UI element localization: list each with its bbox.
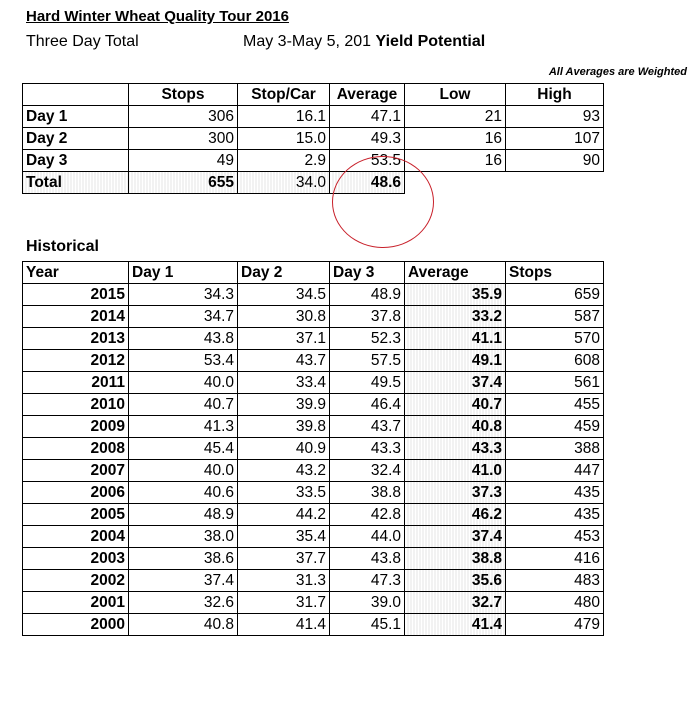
summary-header-cell: Stop/Car: [238, 84, 330, 106]
day2-cell: 31.7: [238, 592, 330, 614]
day1-cell: 40.6: [129, 482, 238, 504]
average-cell: 41.4: [405, 614, 506, 636]
historical-row: [23, 372, 604, 394]
day1-cell: 40.7: [129, 394, 238, 416]
average-cell: 38.8: [405, 548, 506, 570]
historical-row: [23, 328, 604, 350]
day3-cell: 52.3: [330, 328, 405, 350]
day2-cell: 43.7: [238, 350, 330, 372]
summary-header-cell: Stops: [129, 84, 238, 106]
historical-row: [23, 350, 604, 372]
day3-cell: 43.3: [330, 438, 405, 460]
day1-cell: 38.6: [129, 548, 238, 570]
page-title: Hard Winter Wheat Quality Tour 2016: [26, 8, 289, 25]
historical-row: [23, 504, 604, 526]
row-label: Day 3: [23, 150, 129, 172]
summary-header-cell: High: [506, 84, 604, 106]
stops-cell: 587: [506, 306, 604, 328]
historical-header-cell: Day 3: [330, 262, 405, 284]
summary-header-cell: [23, 84, 129, 106]
average-cell: 37.4: [405, 372, 506, 394]
day2-cell: 43.2: [238, 460, 330, 482]
stops-cell: 459: [506, 416, 604, 438]
stops-cell: 300: [129, 128, 238, 150]
total-stop-car: 34.0: [238, 172, 330, 194]
average-cell: 49.3: [330, 128, 405, 150]
year-cell: 2007: [23, 460, 129, 482]
row-label: Day 2: [23, 128, 129, 150]
average-cell: 35.9: [405, 284, 506, 306]
day2-cell: 39.9: [238, 394, 330, 416]
day1-cell: 45.4: [129, 438, 238, 460]
day3-cell: 37.8: [330, 306, 405, 328]
historical-row: [23, 482, 604, 504]
low-cell: 16: [405, 128, 506, 150]
day3-cell: 39.0: [330, 592, 405, 614]
year-cell: 2003: [23, 548, 129, 570]
high-cell: 107: [506, 128, 604, 150]
average-cell: 33.2: [405, 306, 506, 328]
average-cell: 40.8: [405, 416, 506, 438]
average-cell: 40.7: [405, 394, 506, 416]
day2-cell: 30.8: [238, 306, 330, 328]
summary-table: [22, 83, 604, 194]
year-cell: 2013: [23, 328, 129, 350]
year-cell: 2008: [23, 438, 129, 460]
stops-cell: 561: [506, 372, 604, 394]
historical-row: [23, 284, 604, 306]
average-cell: 46.2: [405, 504, 506, 526]
year-cell: 2009: [23, 416, 129, 438]
year-cell: 2005: [23, 504, 129, 526]
day1-cell: 53.4: [129, 350, 238, 372]
historical-title: Historical: [26, 238, 99, 255]
subtitle-dates-line: [243, 33, 485, 51]
year-cell: 2001: [23, 592, 129, 614]
historical-table: [22, 261, 604, 636]
year-cell: 2006: [23, 482, 129, 504]
average-cell: 35.6: [405, 570, 506, 592]
historical-row: [23, 570, 604, 592]
average-cell: 43.3: [405, 438, 506, 460]
year-cell: 2010: [23, 394, 129, 416]
summary-row: [23, 150, 604, 172]
historical-row: [23, 394, 604, 416]
average-cell: 47.1: [330, 106, 405, 128]
summary-header-cell: Average: [330, 84, 405, 106]
day3-cell: 43.8: [330, 548, 405, 570]
subtitle-yield-potential: Yield Potential: [375, 33, 486, 50]
average-cell: 37.4: [405, 526, 506, 548]
highlight-circle: [332, 156, 434, 248]
day1-cell: 38.0: [129, 526, 238, 548]
year-cell: 2012: [23, 350, 129, 372]
day3-cell: 44.0: [330, 526, 405, 548]
historical-header-cell: Day 1: [129, 262, 238, 284]
total-stops: 655: [129, 172, 238, 194]
subtitle-three-day-total: Three Day Total: [26, 33, 139, 50]
day2-cell: 34.5: [238, 284, 330, 306]
blank-cell: [506, 172, 604, 194]
total-average: 48.6: [330, 172, 405, 194]
stops-cell: 416: [506, 548, 604, 570]
stops-cell: 435: [506, 482, 604, 504]
day2-cell: 39.8: [238, 416, 330, 438]
historical-row: [23, 548, 604, 570]
day3-cell: 47.3: [330, 570, 405, 592]
historical-header-row: [23, 262, 604, 284]
day3-cell: 49.5: [330, 372, 405, 394]
day1-cell: 40.0: [129, 372, 238, 394]
stops-cell: 306: [129, 106, 238, 128]
stops-cell: 447: [506, 460, 604, 482]
high-cell: 93: [506, 106, 604, 128]
historical-row: [23, 526, 604, 548]
stop-car-cell: 2.9: [238, 150, 330, 172]
day3-cell: 43.7: [330, 416, 405, 438]
day2-cell: 33.5: [238, 482, 330, 504]
day3-cell: 42.8: [330, 504, 405, 526]
day2-cell: 37.1: [238, 328, 330, 350]
day3-cell: 57.5: [330, 350, 405, 372]
day2-cell: 44.2: [238, 504, 330, 526]
day2-cell: 35.4: [238, 526, 330, 548]
low-cell: 21: [405, 106, 506, 128]
average-cell: 53.5: [330, 150, 405, 172]
weighted-note: All Averages are Weighted: [548, 66, 687, 78]
day2-cell: 33.4: [238, 372, 330, 394]
day1-cell: 40.8: [129, 614, 238, 636]
day1-cell: 48.9: [129, 504, 238, 526]
day3-cell: 38.8: [330, 482, 405, 504]
day3-cell: 46.4: [330, 394, 405, 416]
historical-header-cell: Stops: [506, 262, 604, 284]
day1-cell: 32.6: [129, 592, 238, 614]
stops-cell: 483: [506, 570, 604, 592]
year-cell: 2015: [23, 284, 129, 306]
row-label: Day 1: [23, 106, 129, 128]
low-cell: 16: [405, 150, 506, 172]
year-cell: 2011: [23, 372, 129, 394]
day1-cell: 43.8: [129, 328, 238, 350]
historical-header-cell: Year: [23, 262, 129, 284]
historical-row: [23, 416, 604, 438]
average-cell: 49.1: [405, 350, 506, 372]
stops-cell: 388: [506, 438, 604, 460]
summary-header-row: [23, 84, 604, 106]
historical-row: [23, 306, 604, 328]
day2-cell: 37.7: [238, 548, 330, 570]
subtitle-dates: May 3-May 5, 201: [243, 33, 372, 50]
day1-cell: 40.0: [129, 460, 238, 482]
stops-cell: 570: [506, 328, 604, 350]
year-cell: 2000: [23, 614, 129, 636]
day1-cell: 41.3: [129, 416, 238, 438]
average-cell: 32.7: [405, 592, 506, 614]
day1-cell: 37.4: [129, 570, 238, 592]
day3-cell: 48.9: [330, 284, 405, 306]
day2-cell: 40.9: [238, 438, 330, 460]
historical-row: [23, 438, 604, 460]
summary-total-row: [23, 172, 604, 194]
year-cell: 2014: [23, 306, 129, 328]
summary-row: [23, 128, 604, 150]
stop-car-cell: 15.0: [238, 128, 330, 150]
historical-header-cell: Average: [405, 262, 506, 284]
high-cell: 90: [506, 150, 604, 172]
stops-cell: 479: [506, 614, 604, 636]
historical-row: [23, 592, 604, 614]
average-cell: 41.1: [405, 328, 506, 350]
stops-cell: 608: [506, 350, 604, 372]
stops-cell: 659: [506, 284, 604, 306]
day3-cell: 45.1: [330, 614, 405, 636]
total-label: Total: [23, 172, 129, 194]
day1-cell: 34.7: [129, 306, 238, 328]
historical-row: [23, 460, 604, 482]
stops-cell: 435: [506, 504, 604, 526]
stops-cell: 453: [506, 526, 604, 548]
average-cell: 41.0: [405, 460, 506, 482]
summary-row: [23, 106, 604, 128]
day2-cell: 41.4: [238, 614, 330, 636]
stops-cell: 49: [129, 150, 238, 172]
historical-header-cell: Day 2: [238, 262, 330, 284]
stop-car-cell: 16.1: [238, 106, 330, 128]
day1-cell: 34.3: [129, 284, 238, 306]
day2-cell: 31.3: [238, 570, 330, 592]
average-cell: 37.3: [405, 482, 506, 504]
stops-cell: 480: [506, 592, 604, 614]
historical-row: [23, 614, 604, 636]
summary-header-cell: Low: [405, 84, 506, 106]
year-cell: 2002: [23, 570, 129, 592]
year-cell: 2004: [23, 526, 129, 548]
day3-cell: 32.4: [330, 460, 405, 482]
stops-cell: 455: [506, 394, 604, 416]
